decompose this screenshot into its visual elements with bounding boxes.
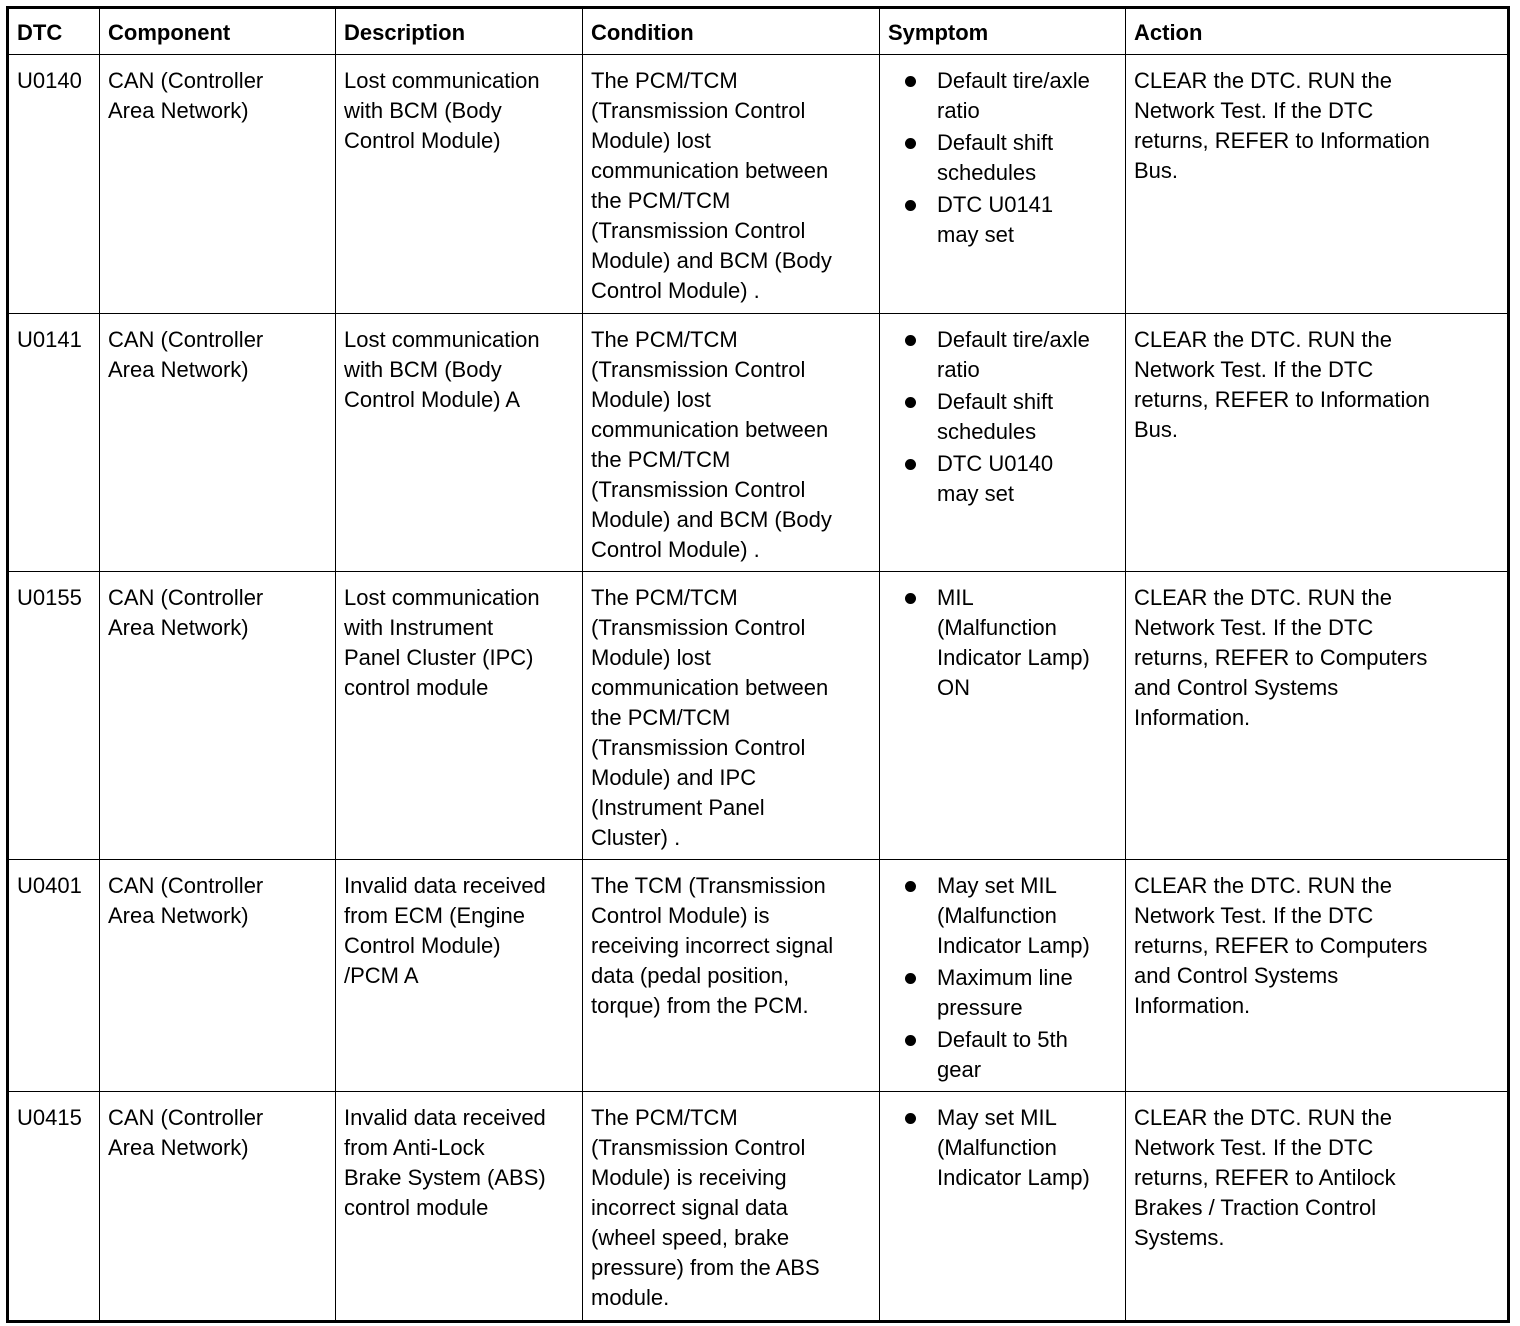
- symptom-list: [880, 1103, 1119, 1193]
- bullet-icon: [905, 1113, 916, 1124]
- bullet-icon: [905, 76, 916, 87]
- symptom-text: Default tire/axle ratio: [937, 68, 1090, 123]
- header-description: Description: [336, 8, 583, 55]
- bullet-icon: [905, 881, 916, 892]
- symptom-text: May set MIL (Malfunction Indicator Lamp): [937, 873, 1090, 958]
- symptom-item: [880, 449, 1119, 509]
- table-row: [8, 314, 1509, 572]
- cell-symptoms: [880, 1092, 1126, 1322]
- symptom-text: Default to 5th gear: [937, 1027, 1068, 1082]
- cell-dtc: U0155: [8, 572, 100, 860]
- table-row: [8, 860, 1509, 1092]
- bullet-icon: [905, 335, 916, 346]
- cell-condition: The PCM/TCM (Transmission Control Module) lost communication between the PCM/TCM (Transmission Control Module) and IPC (Instrument Panel Cluster) .: [583, 572, 880, 860]
- cell-condition: The PCM/TCM (Transmission Control Module) is receiving incorrect signal data (wheel speed, brake pressure) from the ABS module.: [583, 1092, 880, 1322]
- table-row: [8, 55, 1509, 314]
- header-dtc: DTC: [8, 8, 100, 55]
- symptom-text: Default shift schedules: [937, 130, 1054, 185]
- cell-condition: The PCM/TCM (Transmission Control Module) lost communication between the PCM/TCM (Transmission Control Module) and BCM (Body Control Module) .: [583, 55, 880, 314]
- cell-dtc: U0401: [8, 860, 100, 1092]
- bullet-icon: [905, 397, 916, 408]
- symptom-text: Maximum line pressure: [937, 965, 1073, 1020]
- bullet-icon: [905, 459, 916, 470]
- cell-action: CLEAR the DTC. RUN the Network Test. If the DTC returns, REFER to Information Bus.: [1126, 314, 1509, 572]
- symptom-text: MIL (Malfunction Indicator Lamp) ON: [937, 585, 1090, 700]
- cell-component: CAN (Controller Area Network): [100, 572, 336, 860]
- cell-description: Lost communication with Instrument Panel Cluster (IPC) control module: [336, 572, 583, 860]
- bullet-icon: [905, 973, 916, 984]
- symptom-item: [880, 128, 1119, 188]
- cell-dtc: U0141: [8, 314, 100, 572]
- header-action: Action: [1126, 8, 1509, 55]
- cell-action: CLEAR the DTC. RUN the Network Test. If the DTC returns, REFER to Computers and Control Systems Information.: [1126, 572, 1509, 860]
- symptom-list: [880, 66, 1119, 250]
- dtc-table: [6, 6, 1510, 1323]
- cell-action: CLEAR the DTC. RUN the Network Test. If the DTC returns, REFER to Antilock Brakes / Traction Control Systems.: [1126, 1092, 1509, 1322]
- symptom-text: May set MIL (Malfunction Indicator Lamp): [937, 1105, 1090, 1190]
- cell-symptoms: [880, 572, 1126, 860]
- symptom-item: [880, 66, 1119, 126]
- bullet-icon: [905, 138, 916, 149]
- header-condition: Condition: [583, 8, 880, 55]
- symptom-text: DTC U0141 may set: [937, 192, 1054, 247]
- cell-symptoms: [880, 314, 1126, 572]
- symptom-list: [880, 325, 1119, 509]
- header-row: [8, 8, 1509, 55]
- cell-description: Invalid data received from Anti-Lock Brake System (ABS) control module: [336, 1092, 583, 1322]
- header-symptom: Symptom: [880, 8, 1126, 55]
- cell-dtc: U0415: [8, 1092, 100, 1322]
- symptom-item: [880, 1103, 1119, 1193]
- cell-description: Lost communication with BCM (Body Control Module): [336, 55, 583, 314]
- symptom-item: [880, 1025, 1119, 1085]
- cell-component: CAN (Controller Area Network): [100, 55, 336, 314]
- cell-symptoms: [880, 860, 1126, 1092]
- bullet-icon: [905, 200, 916, 211]
- symptom-item: [880, 387, 1119, 447]
- cell-dtc: U0140: [8, 55, 100, 314]
- cell-component: CAN (Controller Area Network): [100, 314, 336, 572]
- symptom-list: [880, 583, 1119, 703]
- cell-symptoms: [880, 55, 1126, 314]
- symptom-item: [880, 871, 1119, 961]
- cell-condition: The TCM (Transmission Control Module) is receiving incorrect signal data (pedal position, torque) from the PCM.: [583, 860, 880, 1092]
- cell-description: Invalid data received from ECM (Engine Control Module) /PCM A: [336, 860, 583, 1092]
- cell-action: CLEAR the DTC. RUN the Network Test. If the DTC returns, REFER to Information Bus.: [1126, 55, 1509, 314]
- symptom-item: [880, 583, 1119, 703]
- symptom-item: [880, 325, 1119, 385]
- header-component: Component: [100, 8, 336, 55]
- table-row: [8, 572, 1509, 860]
- symptom-list: [880, 871, 1119, 1085]
- symptom-text: Default tire/axle ratio: [937, 327, 1090, 382]
- symptom-item: [880, 190, 1119, 250]
- cell-component: CAN (Controller Area Network): [100, 1092, 336, 1322]
- table-row: [8, 1092, 1509, 1322]
- cell-component: CAN (Controller Area Network): [100, 860, 336, 1092]
- bullet-icon: [905, 593, 916, 604]
- cell-action: CLEAR the DTC. RUN the Network Test. If the DTC returns, REFER to Computers and Control Systems Information.: [1126, 860, 1509, 1092]
- cell-description: Lost communication with BCM (Body Control Module) A: [336, 314, 583, 572]
- symptom-item: [880, 963, 1119, 1023]
- symptom-text: Default shift schedules: [937, 389, 1054, 444]
- symptom-text: DTC U0140 may set: [937, 451, 1054, 506]
- cell-condition: The PCM/TCM (Transmission Control Module) lost communication between the PCM/TCM (Transmission Control Module) and BCM (Body Control Module) .: [583, 314, 880, 572]
- bullet-icon: [905, 1035, 916, 1046]
